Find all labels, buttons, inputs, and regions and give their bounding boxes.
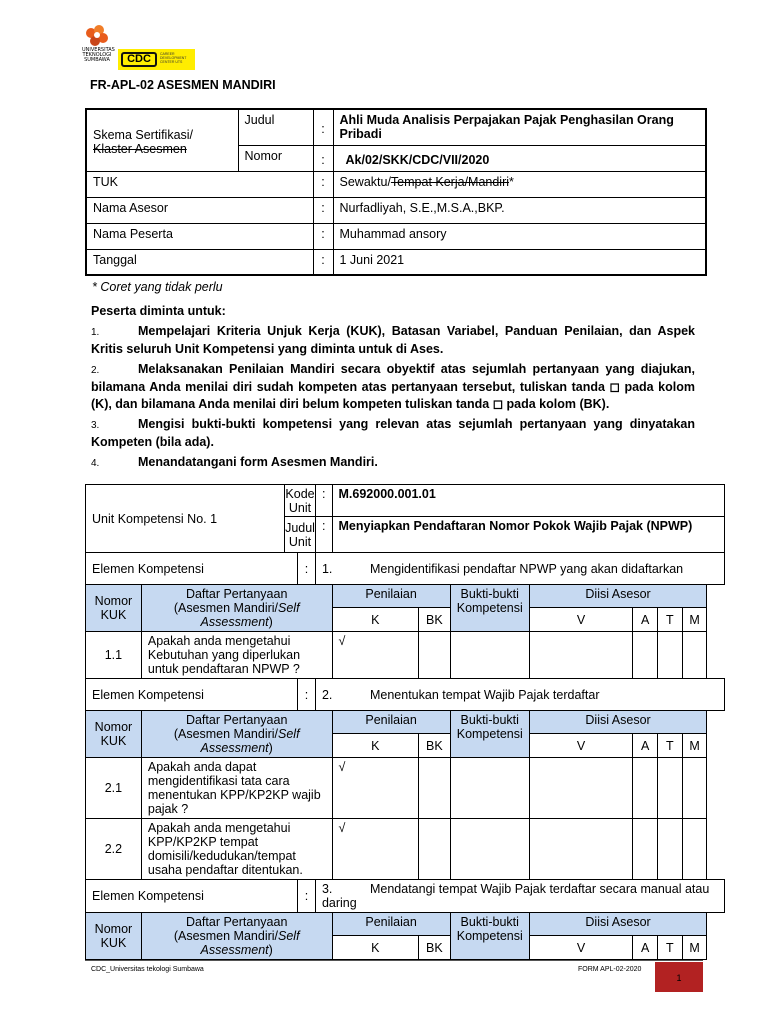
bk-header: BK	[419, 936, 451, 960]
m-cell[interactable]	[682, 632, 707, 679]
penilaian-header: Penilaian	[332, 913, 450, 936]
unit-table	[85, 484, 725, 960]
instructions-heading: Peserta diminta untuk:	[91, 304, 226, 318]
t-header: T	[658, 936, 683, 960]
colon: :	[313, 223, 333, 249]
colon: :	[298, 553, 316, 585]
a-header: A	[633, 936, 658, 960]
daftar-pertanyaan-header: Daftar Pertanyaan (Asesmen Mandiri/Self Assessment)	[141, 585, 332, 632]
cdc-logo	[118, 49, 195, 70]
table-row	[86, 819, 725, 880]
elemen-label: Elemen Kompetensi	[86, 880, 298, 913]
colon: :	[313, 249, 333, 275]
footer-left: CDC_Universitas tekologi Sumbawa	[91, 966, 204, 973]
bukti-header: Bukti-bukti Kompetensi	[450, 585, 529, 632]
bukti-cell[interactable]	[450, 758, 529, 819]
judul-unit-value: Menyiapkan Pendaftaran Nomor Pokok Wajib Pajak (NPWP)	[332, 517, 725, 553]
t-cell[interactable]	[658, 758, 683, 819]
daftar-pertanyaan-header: Daftar Pertanyaan (Asesmen Mandiri/Self Assessment)	[141, 711, 332, 758]
elemen-text: 1. Mengidentifikasi pendaftar NPWP yang akan didaftarkan	[315, 553, 724, 585]
v-cell[interactable]	[529, 758, 633, 819]
v-header: V	[529, 936, 633, 960]
colon: :	[298, 679, 316, 711]
question-text: Apakah anda mengetahui KPP/KP2KP tempat domisili/kedudukan/tempat usaha pendaftar ditentukan.	[141, 819, 332, 880]
footer-right: FORM APL-02-2020	[578, 966, 642, 973]
diisi-asesor-header: Diisi Asesor	[529, 585, 707, 608]
colon: :	[315, 517, 332, 553]
elemen-text: 2. Menentukan tempat Wajib Pajak terdaftar	[315, 679, 724, 711]
table-row	[86, 632, 725, 679]
k-header: K	[332, 734, 419, 758]
diisi-asesor-header: Diisi Asesor	[529, 913, 707, 936]
question-text: Apakah anda mengetahui Kebutuhan yang diperlukan untuk pendaftaran NPWP ?	[141, 632, 332, 679]
k-check[interactable]: √	[332, 758, 419, 819]
peserta-value: Muhammad ansory	[333, 223, 706, 249]
instruction-item: 4. Menandatangani form Asesmen Mandiri.	[91, 455, 378, 469]
elemen-label: Elemen Kompetensi	[86, 553, 298, 585]
a-header: A	[633, 734, 658, 758]
bk-check[interactable]	[419, 632, 451, 679]
asesor-value: Nurfadliyah, S.E.,M.S.A.,BKP.	[333, 197, 706, 223]
kode-unit-label: Kode Unit	[285, 486, 315, 515]
kuk-number: 1.1	[86, 632, 142, 679]
k-header: K	[332, 608, 419, 632]
m-cell[interactable]	[682, 819, 707, 880]
uts-logo-text: UNIVERSITAS TEKNOLOGI SUMBAWA	[82, 47, 115, 63]
table-row	[86, 758, 725, 819]
tanggal-label: Tanggal	[86, 249, 313, 275]
bukti-header: Bukti-bukti Kompetensi	[450, 913, 529, 960]
k-check[interactable]: √	[332, 632, 419, 679]
m-header: M	[682, 608, 707, 632]
daftar-pertanyaan-header: Daftar Pertanyaan (Asesmen Mandiri/Self Assessment)	[141, 913, 332, 960]
nomor-kuk-header: Nomor KUK	[86, 711, 142, 758]
peserta-label: Nama Peserta	[86, 223, 313, 249]
bukti-header: Bukti-bukti Kompetensi	[450, 711, 529, 758]
judul-value: Ahli Muda Analisis Perpajakan Pajak Penghasilan Orang Pribadi	[333, 109, 706, 145]
t-header: T	[658, 734, 683, 758]
bukti-cell[interactable]	[450, 819, 529, 880]
a-cell[interactable]	[633, 632, 658, 679]
instruction-item: 3. Mengisi bukti-bukti kompetensi yang relevan atas sejumlah pertanyaan yang dinyatakan Kompeten (bila ada).	[91, 417, 695, 449]
asesor-label: Nama Asesor	[86, 197, 313, 223]
nomor-value: Ak/02/SKK/CDC/VII/2020	[333, 145, 706, 171]
v-cell[interactable]	[529, 819, 633, 880]
tuk-label: TUK	[86, 171, 313, 197]
footer-divider	[85, 960, 703, 961]
instruction-item: 2. Melaksanakan Penilaian Mandiri secara obyektif atas sejumlah pertanyaan yang diajukan, bilamana Anda menilai diri sudah kompeten atas pertanyaan tersebut, tuliskan tanda ◻ pada kolom (K), dan bilamana Anda menilai diri belum kompeten tuliskan tanda ◻ pada kolom (BK).	[91, 362, 695, 411]
a-cell[interactable]	[633, 758, 658, 819]
m-header: M	[682, 734, 707, 758]
judul-label: Judul	[238, 109, 313, 145]
colon: :	[313, 109, 333, 145]
colon: :	[313, 197, 333, 223]
colon: :	[298, 880, 316, 913]
t-cell[interactable]	[658, 632, 683, 679]
kode-unit-value: M.692000.001.01	[332, 485, 725, 517]
question-text: Apakah anda dapat mengidentifikasi tata cara menentukan KPP/KP2KP wajib pajak ?	[141, 758, 332, 819]
v-header: V	[529, 734, 633, 758]
form-title: FR-APL-02 ASESMEN MANDIRI	[90, 78, 276, 92]
bk-check[interactable]	[419, 758, 451, 819]
kuk-number: 2.2	[86, 819, 142, 880]
v-header: V	[529, 608, 633, 632]
bk-header: BK	[419, 734, 451, 758]
t-header: T	[658, 608, 683, 632]
page-number: 1	[655, 962, 703, 992]
colon: :	[315, 485, 332, 517]
strike-note: * Coret yang tidak perlu	[92, 280, 223, 294]
v-cell[interactable]	[529, 632, 633, 679]
t-cell[interactable]	[658, 819, 683, 880]
nomor-kuk-header: Nomor KUK	[86, 585, 142, 632]
cdc-logo-text: CDC	[121, 52, 157, 67]
info-table	[85, 108, 707, 276]
bukti-cell[interactable]	[450, 632, 529, 679]
m-cell[interactable]	[682, 758, 707, 819]
a-cell[interactable]	[633, 819, 658, 880]
colon: :	[313, 171, 333, 197]
penilaian-header: Penilaian	[332, 585, 450, 608]
diisi-asesor-header: Diisi Asesor	[529, 711, 707, 734]
bk-check[interactable]	[419, 819, 451, 880]
colon: :	[313, 145, 333, 171]
elemen-label: Elemen Kompetensi	[86, 679, 298, 711]
a-header: A	[633, 608, 658, 632]
bk-header: BK	[419, 608, 451, 632]
nomor-label: Nomor	[238, 145, 313, 171]
k-check[interactable]: √	[332, 819, 419, 880]
klaster-label: Klaster Asesmen	[93, 141, 187, 156]
penilaian-header: Penilaian	[332, 711, 450, 734]
judul-unit-label: Judul Unit	[285, 517, 316, 553]
m-header: M	[682, 936, 707, 960]
instruction-item: 1. Mempelajari Kriteria Unjuk Kerja (KUK), Batasan Variabel, Panduan Penilaian, dan Aspek Kritis seluruh Unit Kompetensi yang diminta untuk di Ases.	[91, 324, 695, 356]
nomor-kuk-header: Nomor KUK	[86, 913, 142, 960]
k-header: K	[332, 936, 419, 960]
skema-label: Skema Sertifikasi/ Klaster Asesmen	[86, 109, 238, 171]
elemen-text: 3. Mendatangi tempat Wajib Pajak terdaftar secara manual atau daring	[315, 880, 724, 913]
kuk-number: 2.1	[86, 758, 142, 819]
tuk-value: Sewaktu/Tempat Kerja/Mandiri*	[333, 171, 706, 197]
tanggal-value: 1 Juni 2021	[333, 249, 706, 275]
unit-label: Unit Kompetensi No. 1	[86, 485, 285, 553]
cdc-logo-subtext: CAREER DEVELOPMENT CENTER UTS	[160, 52, 187, 64]
